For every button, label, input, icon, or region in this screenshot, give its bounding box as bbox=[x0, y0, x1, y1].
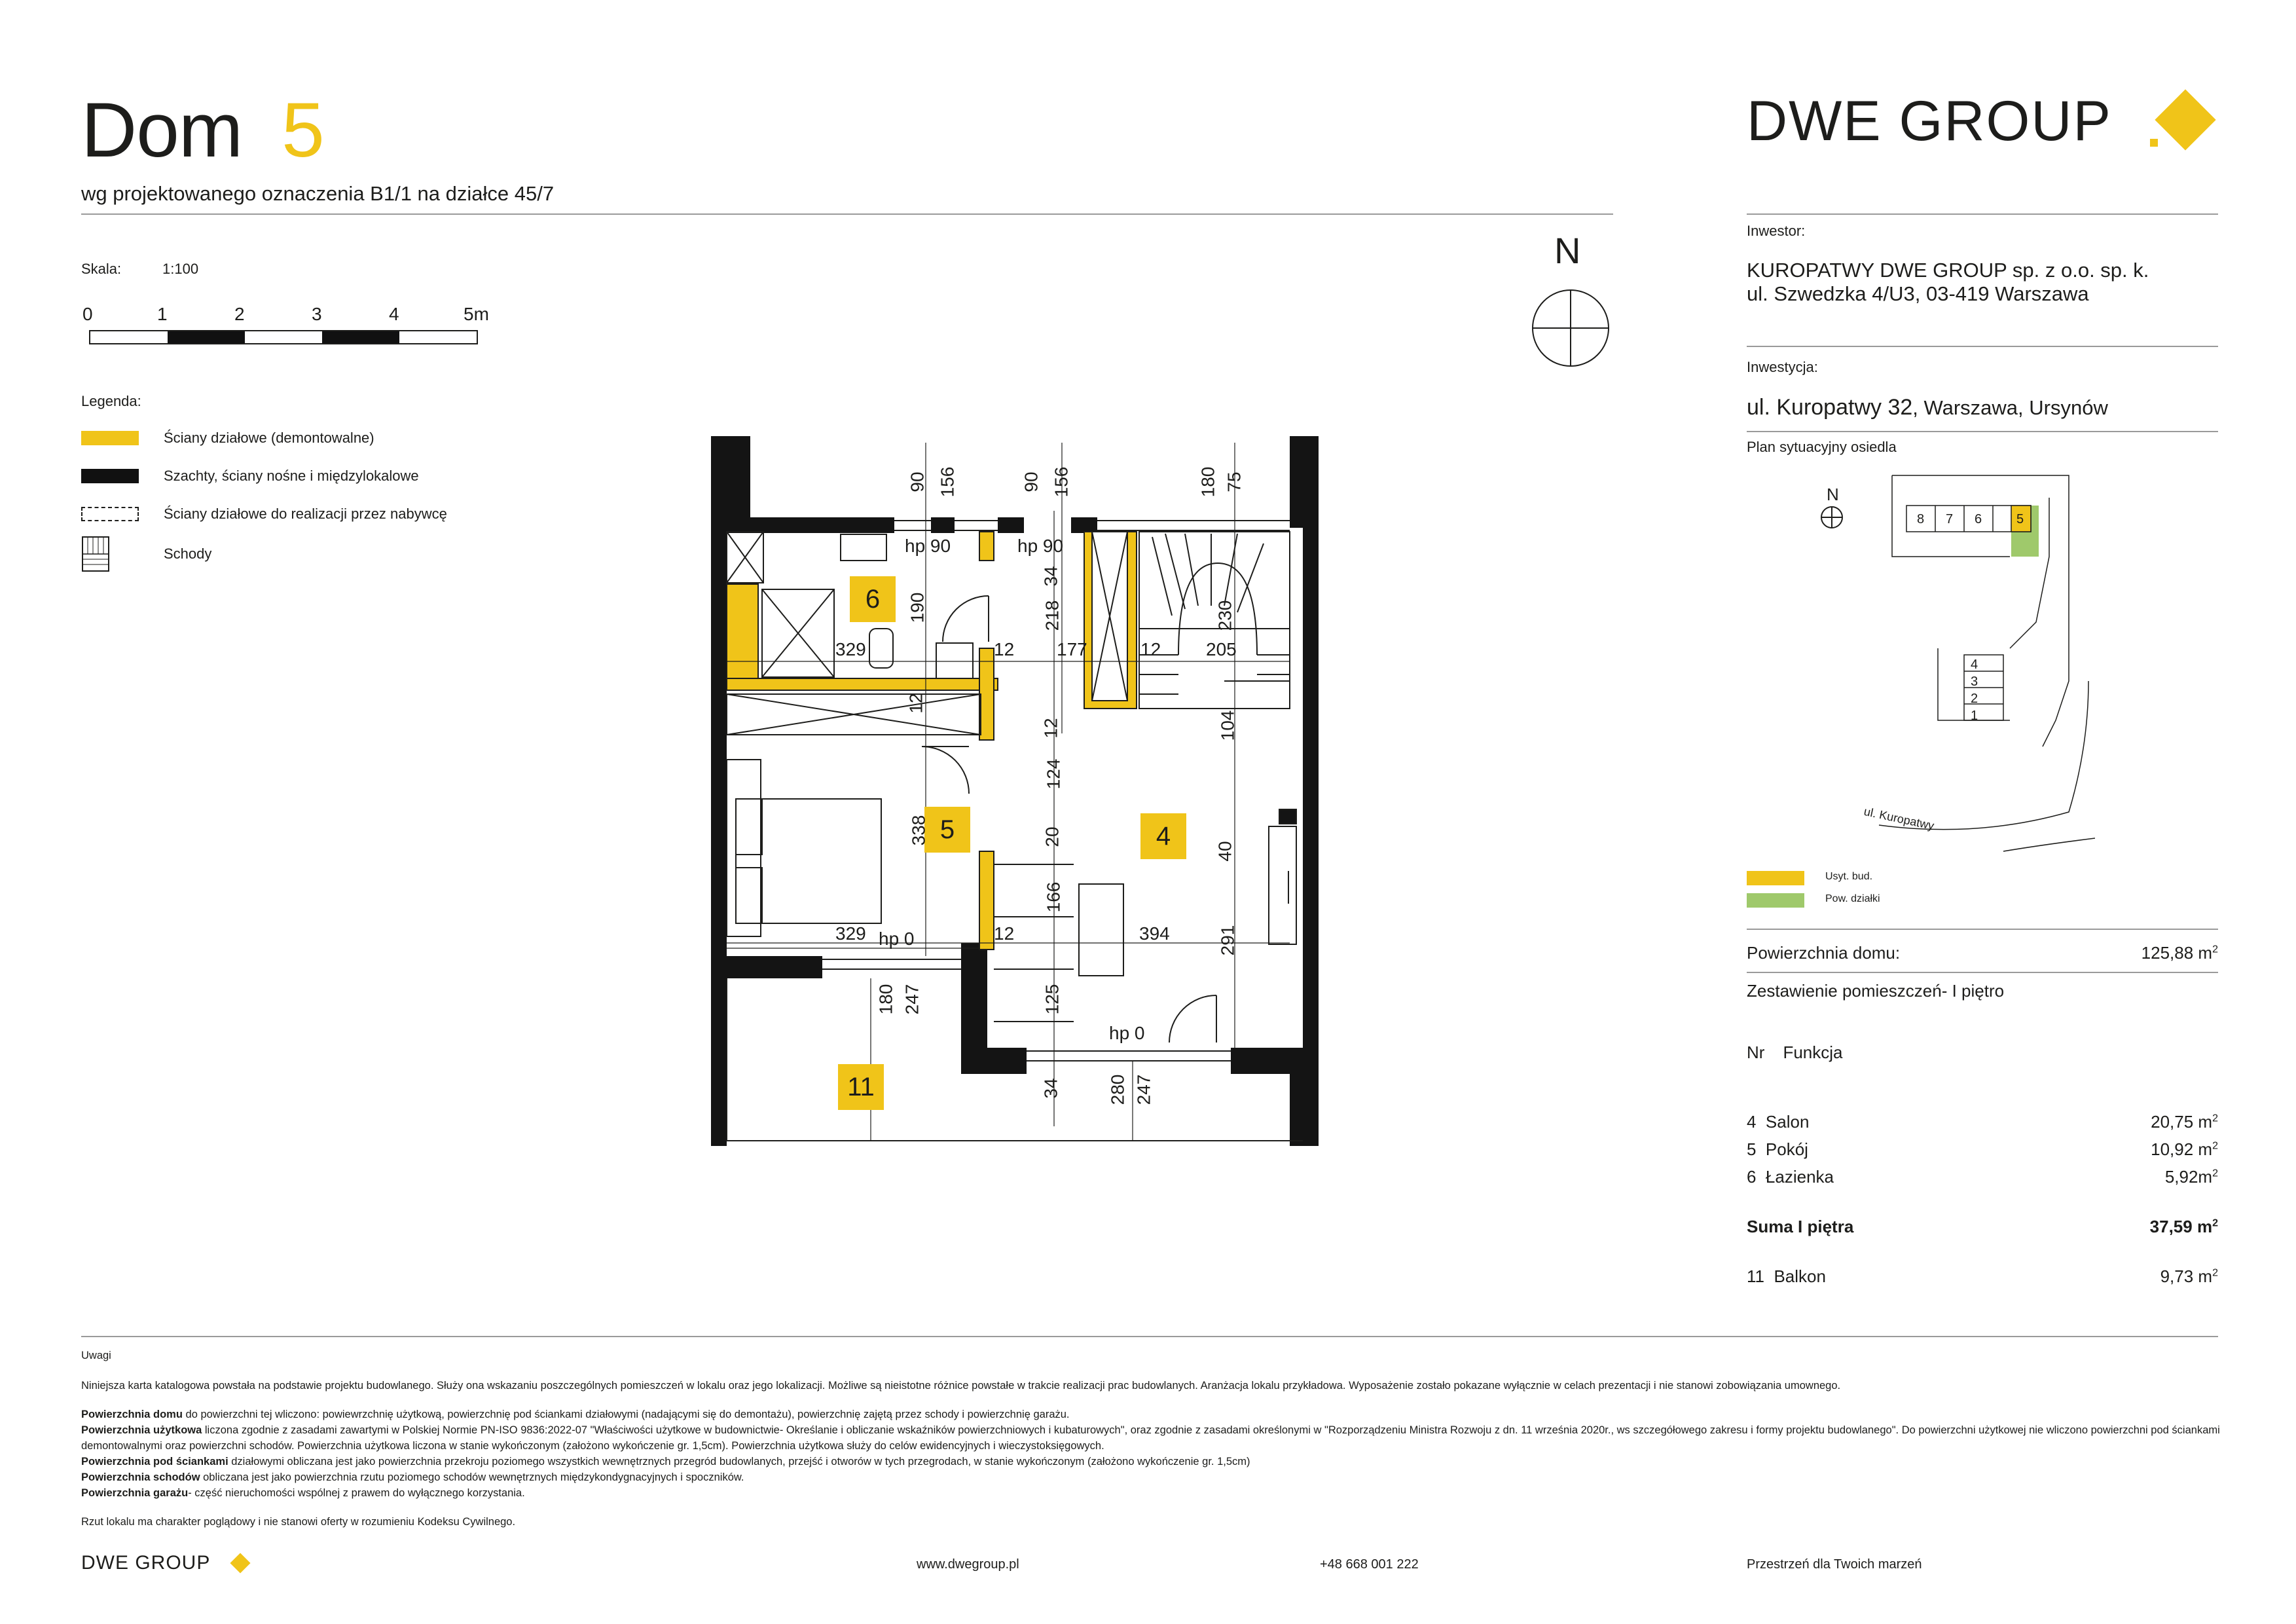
dim-text: 34 bbox=[1040, 1078, 1061, 1099]
site-house-label: 2 bbox=[1971, 692, 1978, 706]
dim-text: 180 bbox=[1197, 466, 1218, 498]
notes-title: Uwagi bbox=[81, 1350, 111, 1361]
col-function: Funkcja bbox=[1783, 1043, 1843, 1062]
dim-text: 12 bbox=[994, 923, 1015, 944]
site-plan-map bbox=[1872, 471, 2095, 864]
dim-text: 247 bbox=[1133, 1074, 1154, 1105]
legend-swatch-yellow bbox=[81, 431, 139, 445]
footer-phone[interactable]: +48 668 001 222 bbox=[1320, 1557, 1419, 1572]
site-house-label: 1 bbox=[1971, 709, 1978, 723]
footer-slogan: Przestrzeń dla Twoich marzeń bbox=[1747, 1557, 1922, 1572]
room-label-bathroom: 6 bbox=[850, 576, 896, 622]
site-house-label: 8 bbox=[1917, 512, 1925, 526]
dim-text: 280 bbox=[1107, 1074, 1128, 1105]
dim-text: hp 90 bbox=[905, 536, 951, 556]
right-divider bbox=[1747, 929, 2218, 930]
dim-text: 75 bbox=[1224, 471, 1245, 492]
investor-name: KUROPATWY DWE GROUP sp. z o.o. sp. k. bbox=[1747, 259, 2149, 282]
dim-text: 230 bbox=[1214, 600, 1235, 631]
site-house-label: 3 bbox=[1971, 674, 1978, 689]
rooms-header bbox=[1747, 1043, 2218, 1063]
scale-tick: 2 bbox=[234, 304, 245, 324]
dim-text: hp 0 bbox=[879, 929, 915, 949]
structural-walls bbox=[711, 436, 1319, 1146]
note-def: Powierzchnia użytkowa liczona zgodnie z zasadami zawartymi w Polskiej Normie PN-ISO 9836:2022-07 "Właściwości użytkowe w budownictwie- Określanie i obliczanie wskaźników powierzchniowych i kubaturowych", oraz zgodnie z zasadami określonymi w "Rozporządzeniu Ministra Rozwoju z dn. 11 września 2020r., ws szczegółowego zakresu i formy projektu budowlanego". Do powierzchni użytkowej nie wliczono powierzchni pod ściankami demontowalnymi oraz powierzchni schodów. Powierzchnia użytkowa liczona w stanie wykończonym (założono wykończenie gr. 1,5cm). Powierzchnia użytkowa służy do celów ewidencyjnych i wieczystoksięgowych. bbox=[81, 1424, 2220, 1452]
right-divider bbox=[1747, 431, 2218, 432]
dim-text: 156 bbox=[1051, 466, 1072, 498]
scale-label: Skala: bbox=[81, 261, 122, 277]
note-def: Powierzchnia domu do powierzchni tej wliczono: powiewrzchnię użytkową, powierzchnię pod ściankami działowymi (nadającymi się do demontażu), powierzchnię zajętą przez schody i powierzchnię garażu. bbox=[81, 1409, 1070, 1420]
room-row: 6 Łazienka $5,92m^2$ bbox=[1747, 1167, 2218, 1187]
header-divider bbox=[81, 213, 1613, 215]
dim-text: hp 0 bbox=[1109, 1023, 1145, 1043]
house-area-label: Powierzchnia domu: bbox=[1747, 943, 1901, 963]
legend-item-partition bbox=[81, 430, 374, 447]
scale-tick: 5m bbox=[464, 304, 489, 324]
investor-label: Inwestor: bbox=[1747, 223, 1806, 239]
dim-text: 20 bbox=[1042, 826, 1063, 847]
right-divider bbox=[1747, 213, 2218, 215]
scale-tick: 0 bbox=[82, 304, 93, 324]
dim-text: 12 bbox=[905, 693, 926, 714]
dim-text: 12 bbox=[1140, 639, 1161, 659]
dim-text: 329 bbox=[835, 639, 866, 659]
dim-text: 40 bbox=[1214, 841, 1235, 862]
brand-logo-text: DWE GROUP bbox=[1747, 90, 2112, 153]
legend-title: Legenda: bbox=[81, 393, 141, 409]
dim-text: 166 bbox=[1043, 881, 1064, 913]
scale-bar bbox=[89, 330, 478, 344]
right-divider bbox=[1747, 972, 2218, 973]
north-label: N bbox=[1554, 230, 1581, 271]
legend-label: Schody bbox=[164, 545, 212, 562]
dim-text: 125 bbox=[1042, 984, 1063, 1015]
dim-text: 218 bbox=[1042, 600, 1063, 631]
investment-street: ul. Kuropatwy 32 bbox=[1747, 395, 1913, 420]
dim-text: 247 bbox=[902, 984, 922, 1015]
room-row: 5 Pokój 10,92 $m^2$ bbox=[1747, 1139, 2218, 1159]
legend-item-buyer-walls bbox=[81, 506, 447, 523]
total-row bbox=[1747, 1217, 2218, 1237]
right-divider bbox=[1747, 346, 2218, 347]
site-plan-label: Plan sytuacyjny osiedla bbox=[1747, 439, 1897, 455]
investment-address bbox=[1747, 396, 2108, 420]
legend-label: Szachty, ściany nośne i międzylokalowe bbox=[164, 468, 419, 484]
legend-swatch-dashed bbox=[81, 507, 139, 521]
page-title bbox=[81, 87, 324, 174]
dim-text: 205 bbox=[1206, 639, 1237, 659]
dim-text: 12 bbox=[1040, 718, 1061, 739]
dim-text: 90 bbox=[907, 471, 928, 492]
total-label: Suma I piętra bbox=[1747, 1217, 1854, 1236]
site-house-label: 4 bbox=[1971, 657, 1978, 672]
footer-brand: DWE GROUP bbox=[81, 1552, 211, 1574]
floor-plan bbox=[707, 432, 1322, 1153]
notes-paragraph: Niniejsza karta katalogowa powstała na podstawie projektu budowlanego. Służy ona wskazaniu poszczególnych pomieszczeń w lokalu oraz jego lokalizacji. Możliwe są nieistotne różnice powstałe w trakcie realizacji prac budowlanych. Aranżacja lokalu przykładowa. Wyposażenie zostało pokazane wyłącznie w celach prezentacji i nie stanowi zobowiązania umownego. bbox=[81, 1380, 1841, 1392]
site-plan-north: N bbox=[1827, 485, 1839, 504]
investor-address: ul. Szwedzka 4/U3, 03-419 Warszawa bbox=[1747, 282, 2089, 305]
site-legend-label: Usyt. bud. bbox=[1825, 871, 1873, 882]
dim-text: hp 90 bbox=[1017, 536, 1064, 556]
site-house-label: 6 bbox=[1975, 512, 1982, 526]
col-nr: Nr bbox=[1747, 1043, 1765, 1062]
dim-text: 104 bbox=[1217, 710, 1238, 741]
footer-website[interactable]: www.dwegroup.pl bbox=[917, 1557, 1019, 1572]
dim-text: 124 bbox=[1043, 758, 1064, 790]
room-row: 4 Salon 20,75 $m^2$ bbox=[1747, 1112, 2218, 1132]
notes-divider bbox=[81, 1336, 2218, 1337]
partition-walls bbox=[727, 532, 1137, 950]
scale-tick: 3 bbox=[312, 304, 322, 324]
room-label-bedroom: 5 bbox=[924, 807, 970, 853]
site-street-label: ul. Kuropatwy bbox=[1863, 804, 1936, 833]
site-house-label: 7 bbox=[1946, 512, 1954, 526]
house-area-value: 125,88 $m^2$ bbox=[2141, 943, 2218, 963]
note-def: Powierzchnia pod ściankami działowymi obliczana jest jako powierzchnia przekroju poziomego wszystkich wewnętrznych przegród budowlanych, przejść i otworów w tych przegrodach, w stanie wykończonym (założono wykończenie gr. 1,5cm) bbox=[81, 1456, 1250, 1467]
scale-value: 1:100 bbox=[162, 261, 199, 277]
stairs-icon bbox=[81, 536, 139, 572]
brand-diamond-icon bbox=[2155, 89, 2215, 150]
note-def: Powierzchnia garażu- część nieruchomości wspólnej z prawem do wyłącznego korzystania. bbox=[81, 1487, 525, 1499]
site-legend-label: Pow. działki bbox=[1825, 893, 1880, 904]
notes-disclaimer: Rzut lokalu ma charakter poglądowy i nie stanowi oferty w rozumieniu Kodeksu Cywilnego. bbox=[81, 1516, 516, 1528]
investment-label: Inwestycja: bbox=[1747, 359, 1818, 375]
compass-icon bbox=[1531, 288, 1611, 368]
site-legend-swatch-building bbox=[1747, 871, 1804, 885]
dim-text: 338 bbox=[908, 815, 929, 846]
investment-city: , Warszawa, Ursynów bbox=[1912, 396, 2108, 419]
room-label-living: 4 bbox=[1140, 813, 1186, 859]
dim-text: 190 bbox=[907, 592, 928, 623]
house-number: 5 bbox=[282, 87, 324, 174]
legend-item-stairs bbox=[81, 536, 211, 572]
site-house-label: 5 bbox=[2016, 512, 2024, 526]
total-value: 37,59 $m^2$ bbox=[2149, 1217, 2218, 1236]
legend-label: Ściany działowe (demontowalne) bbox=[164, 430, 374, 446]
legend-item-structural bbox=[81, 468, 419, 485]
dim-text: 90 bbox=[1021, 471, 1042, 492]
scale-tick: 4 bbox=[389, 304, 399, 324]
brand-dot-icon bbox=[2150, 139, 2158, 147]
dim-text: 291 bbox=[1217, 925, 1238, 956]
rooms-heading-text: Zestawienie pomieszczeń- I piętro bbox=[1747, 981, 2005, 1001]
dim-text: 156 bbox=[937, 466, 958, 498]
footer-diamond-icon bbox=[230, 1553, 250, 1573]
scale-tick: 1 bbox=[157, 304, 168, 324]
title-word: Dom bbox=[81, 87, 243, 174]
balcony-row: 11 Balkon 9,73 $m^2$ bbox=[1747, 1266, 2218, 1286]
dim-text: 329 bbox=[835, 923, 866, 944]
note-def: Powierzchnia schodów obliczana jest jako powierzchnia rzutu poziomego schodów wewnętrznych międzykondygnacyjnych i spoczników. bbox=[81, 1471, 744, 1483]
dim-text: 394 bbox=[1139, 923, 1170, 944]
dim-text: 180 bbox=[875, 984, 896, 1015]
house-area-row bbox=[1747, 943, 2218, 963]
room-label-balcony: 11 bbox=[838, 1064, 884, 1110]
notes-definitions bbox=[81, 1407, 2229, 1501]
site-compass-icon bbox=[1820, 506, 1844, 529]
page-subtitle: wg projektowanego oznaczenia B1/1 na działce 45/7 bbox=[81, 182, 555, 205]
site-legend-swatch-plot bbox=[1747, 893, 1804, 908]
legend-swatch-black bbox=[81, 469, 139, 483]
dim-text: 34 bbox=[1040, 566, 1061, 587]
dimension-lines bbox=[727, 443, 1290, 1141]
rooms-heading bbox=[1747, 981, 2218, 1001]
dim-text: 177 bbox=[1057, 639, 1087, 659]
dim-text: 12 bbox=[994, 639, 1015, 659]
legend-label: Ściany działowe do realizacji przez nabywcę bbox=[164, 506, 447, 522]
